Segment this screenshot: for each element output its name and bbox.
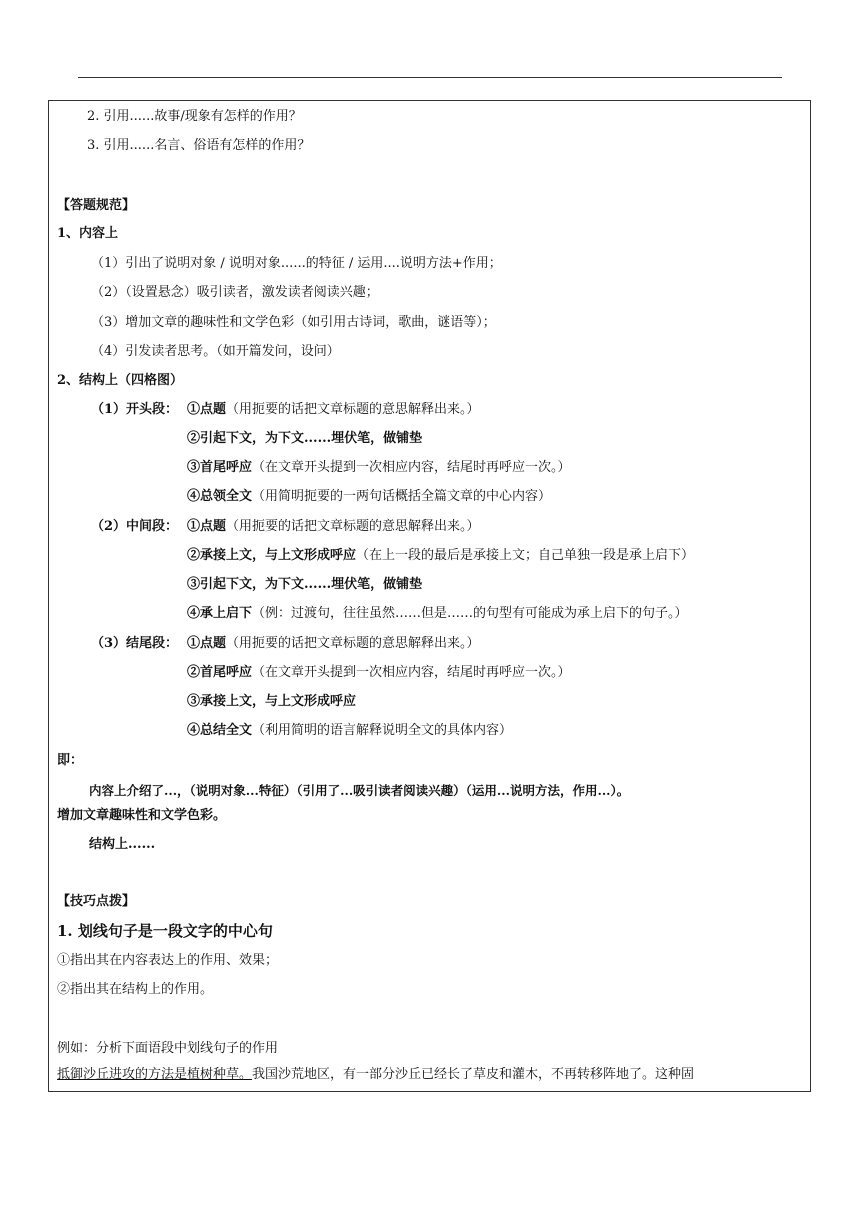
ending-item-2: ②首尾呼应（在文章开头提到一次相应内容，结尾时再呼应一次。） [187,665,571,680]
content-box [48,100,811,1092]
ending-item-3: ③承接上文，与上文形成呼应 [187,694,357,709]
ending-label: （3）结尾段： [91,636,179,651]
example-underlined-sentence: 抵御沙丘进攻的方法是植树种草。 [57,1067,253,1082]
middle-item-3: ③引起下文，为下文......埋伏笔，做铺垫 [187,577,423,592]
opening-item-3: ③首尾呼应（在文章开头提到一次相应内容，结尾时再呼应一次。） [187,460,571,475]
content-item-4: （4）引发读者思考。（如开篇发问，设问） [91,344,340,359]
opening-item-2: ②引起下文，为下文......埋伏笔，做铺垫 [187,431,423,446]
question-item-3: 3. 引用......名言、俗语有怎样的作用？ [87,138,311,153]
section-tips: 【技巧点拨】 [57,894,136,909]
middle-item-4: ④承上启下（例：过渡句，往往虽然……但是……的句型有可能成为承上启下的句子。） [187,606,688,621]
opening-label: （1）开头段： [91,402,179,417]
structure-heading: 2、结构上（四格图） [57,373,184,388]
opening-item-1: ①点题（用扼要的话把文章标题的意思解释出来。） [187,402,480,417]
tip1-item-2: ②指出其在结构上的作用。 [57,982,214,997]
example-passage: 抵御沙丘进攻的方法是植树种草。我国沙荒地区，有一部分沙丘已经长了草皮和灌木，不再转移阵地了。这种固 [57,1067,695,1082]
middle-label: （2）中间段： [91,519,179,534]
ending-item-1: ①点题（用扼要的话把文章标题的意思解释出来。） [187,636,480,651]
ending-item-4: ④总结全文（利用简明的语言解释说明全文的具体内容） [187,723,513,738]
summary-line-2: 增加文章趣味性和文学色彩。 [57,808,227,823]
middle-item-2: ②承接上文，与上文形成呼应（在上一段的最后是承接上文；自己单独一段是承上启下） [187,548,695,563]
content-item-1: （1）引出了说明对象 / 说明对象......的特征 / 运用....说明方法+作用； [91,256,502,271]
example-intro: 例如：分析下面语段中划线句子的作用 [57,1041,279,1056]
tip1-item-1: ①指出其在内容表达上的作用、效果； [57,953,279,968]
content-heading: 1、内容上 [57,226,119,241]
section-answer-spec: 【答题规范】 [57,198,136,213]
header-rule [78,77,782,78]
summary-line-3: 结构上...... [89,837,156,852]
content-item-2: （2）（设置悬念）吸引读者，激发读者阅读兴趣； [91,285,379,300]
tip1-title: 1. 划线句子是一段文字的中心句 [57,922,273,940]
summary-line-1: 内容上介绍了...，（说明对象...特征）（引用了...吸引读者阅读兴趣）（运用...说明方法，作用...）。 [89,783,630,798]
middle-item-1: ①点题（用扼要的话把文章标题的意思解释出来。） [187,519,480,534]
question-item-2: 2. 引用......故事/现象有怎样的作用？ [87,109,302,124]
summary-label: 即： [57,753,84,768]
content-item-3: （3）增加文章的趣味性和文学色彩（如引用古诗词，歌曲，谜语等）； [91,315,496,330]
opening-item-4: ④总领全文（用简明扼要的一两句话概括全篇文章的中心内容） [187,489,552,504]
